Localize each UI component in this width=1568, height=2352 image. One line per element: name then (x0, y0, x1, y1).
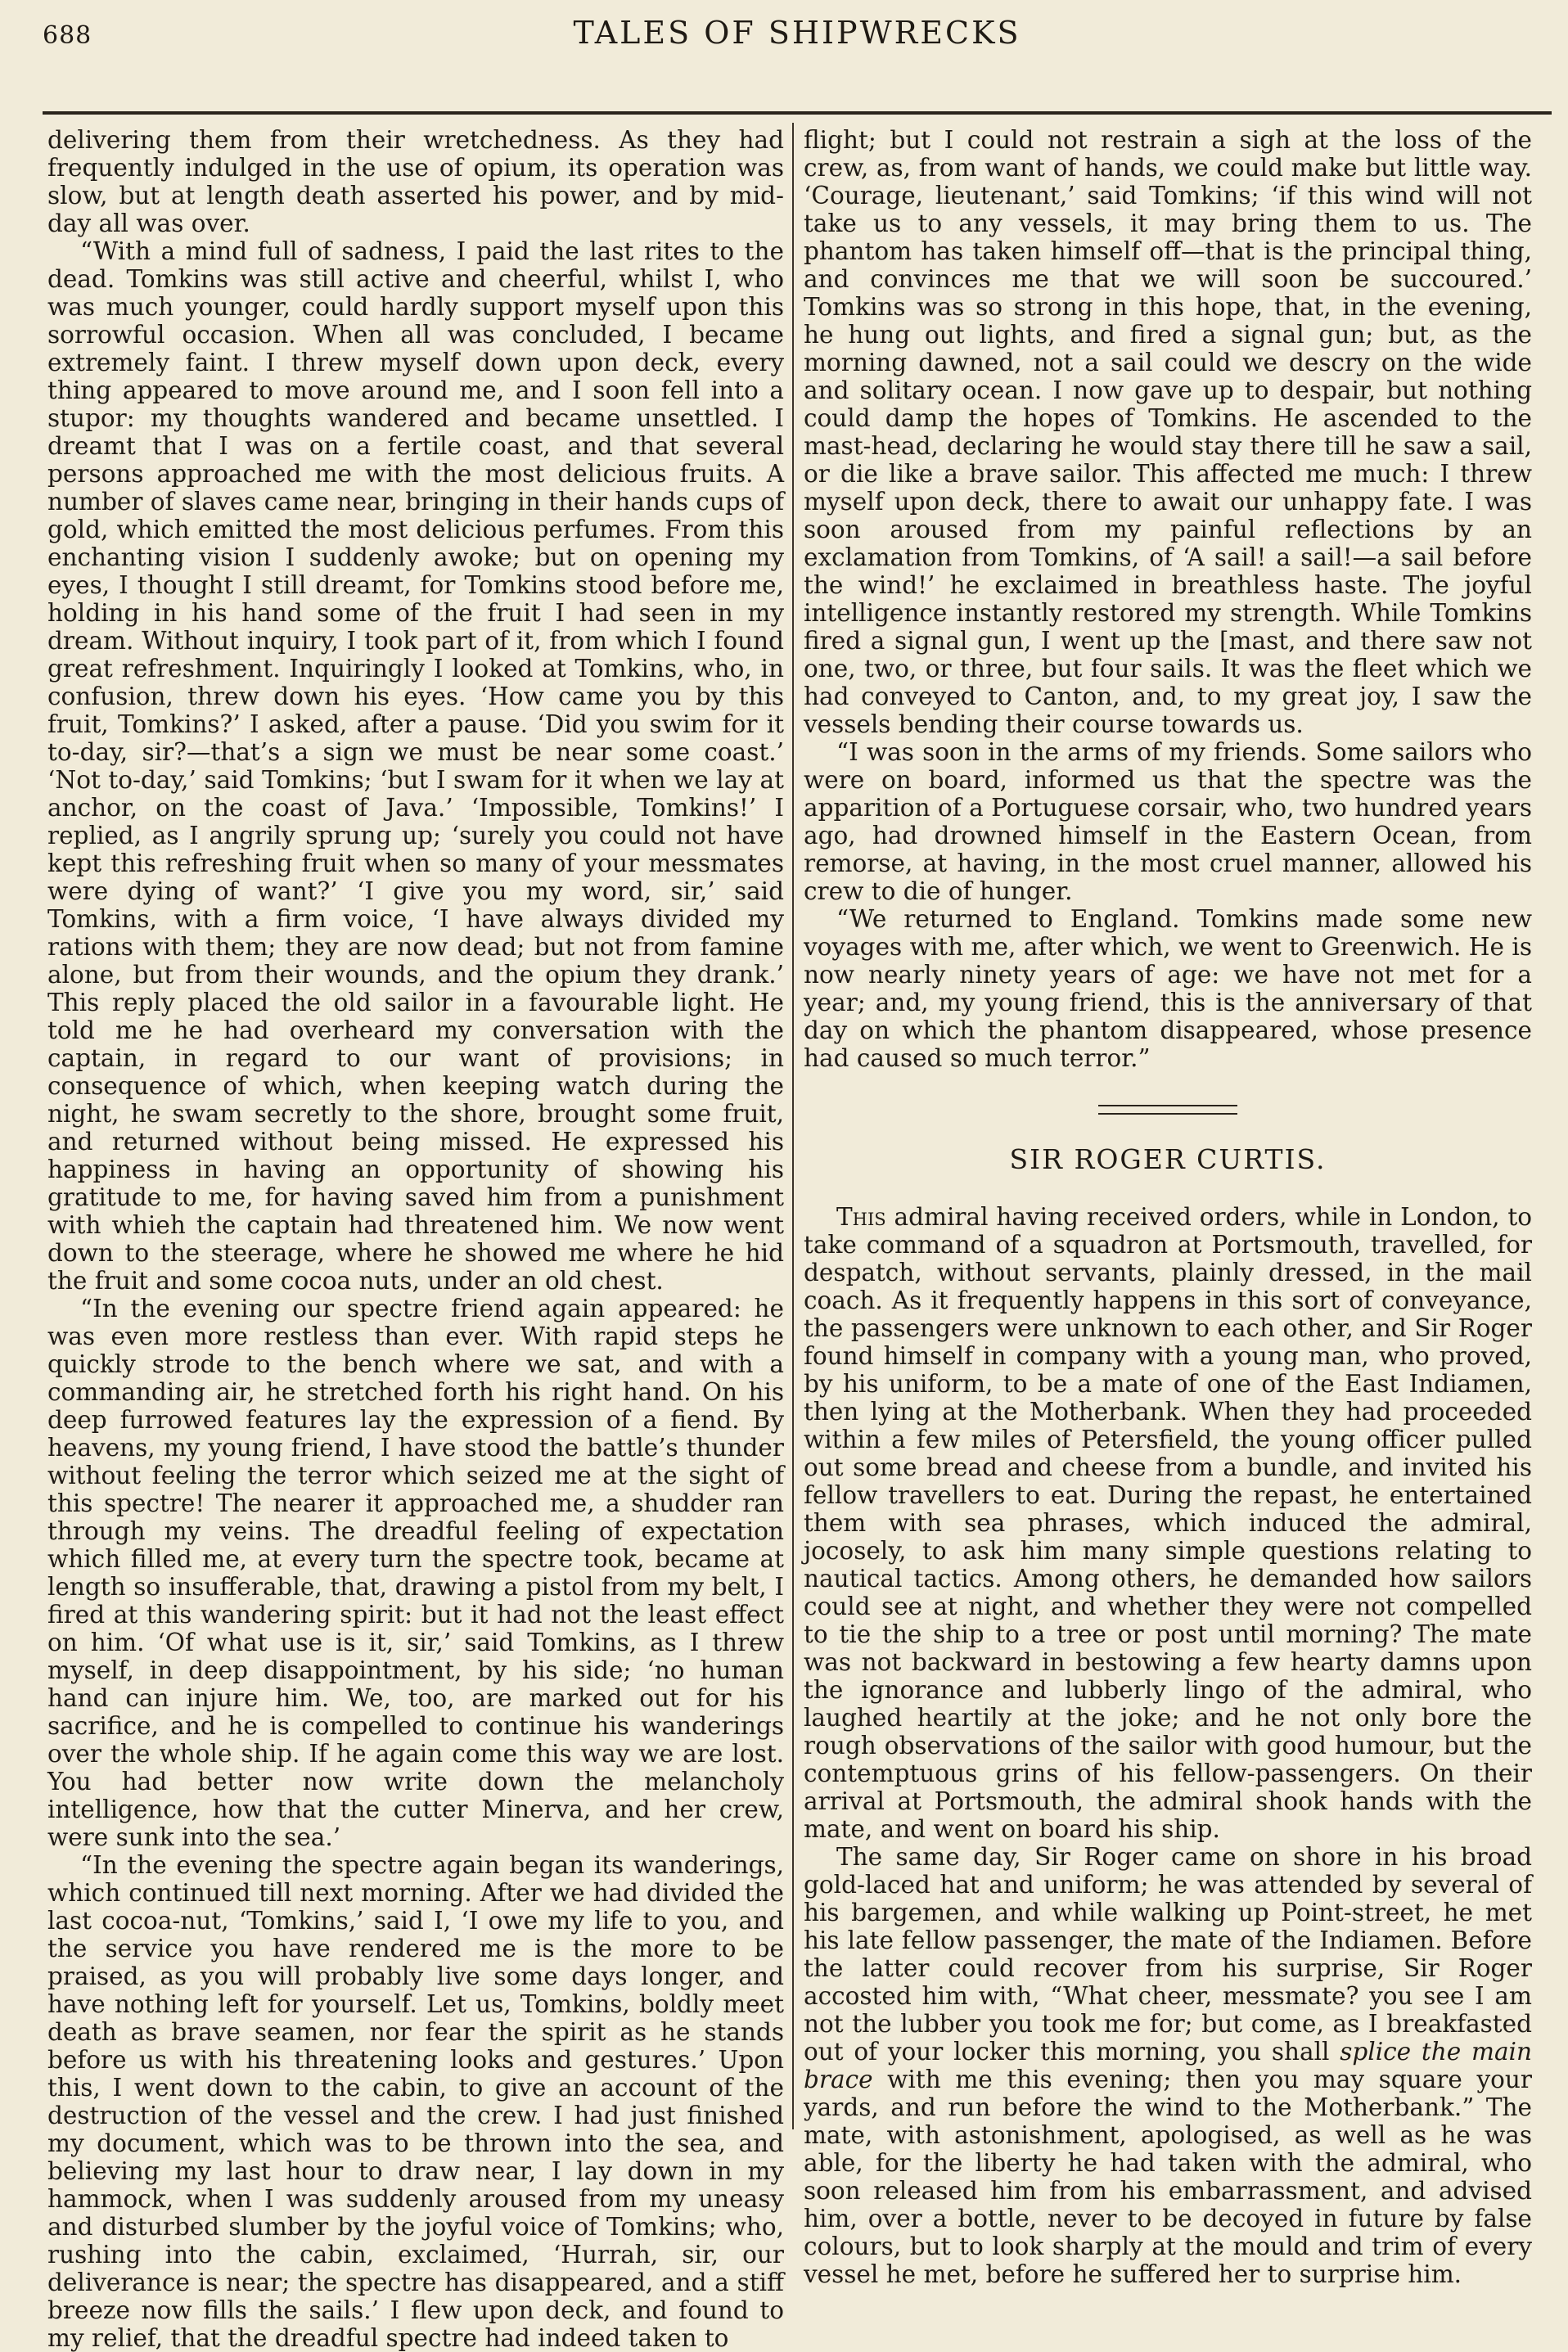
section-paragraph-2-italic: splice the main brace (804, 2038, 1532, 2093)
section-paragraph-2-text-b: with me this evening; then you may square your yards, and run before the wind to the Motherbank.” The mate, with astonishment, apologised, as well as he was able, for the liberty he had taken with the admiral, who soon released him from his embarrassment, and advised him, over a bottle, never to be decoyed in future by false colours, but to look sharply at the mould and trim of every vessel he met, before he suffered her to surprise him. (804, 2066, 1532, 2288)
section-paragraph-2 (804, 1843, 1532, 2288)
running-title: TALES OF SHIPWRECKS (573, 15, 1021, 51)
left-paragraph-1: delivering them from their wretchedness. As they had frequently indulged in the use of opium, its operation was slow, but at length death asserted his power, and by mid-day all was over. (47, 126, 784, 237)
right-paragraph-3: “We returned to England. Tomkins made some new voyages with me, after which, we went to Greenwich. He is now nearly ninety years of age: we have not met for a year; and, my young friend, this is the anniversary of that day on which the phantom disappeared, whose presence had caused so much terror.” (804, 905, 1532, 1072)
section-paragraph-1-text: admiral having received orders, while in London, to take command of a squadron at Portsmouth, travelled, for despatch, without servants, plainly dressed, in the mail coach. As it frequently happens in this sort of conveyance, the passengers were unknown to each other, and Sir Roger found himself in company with a young man, who proved, by his uniform, to be a mate of one of the East Indiamen, then lying at the Motherbank. When they had proceeded within a few miles of Petersfield, the young officer pulled out some bread and cheese from a bundle, and invited his fellow travellers to eat. During the repast, he entertained them with sea phrases, which induced the admiral, jocosely, to ask him many simple questions relating to nautical tactics. Among others, he demanded how sailors could see at night, and whether they were not compelled to tie the ship to a tree or post until morning? The mate was not backward in bestowing a few hearty damns upon the ignorance and lubberly lingo of the admiral, who laughed heartily at the joke; and he not only bore the rough observations of the sailor with good humour, but the contemptuous grins of his fellow-passengers. On their arrival at Portsmouth, the admiral shook hands with the mate, and went on board his ship. (804, 1203, 1532, 1843)
section-first-word: This (836, 1203, 886, 1231)
left-paragraph-2: “With a mind full of sadness, I paid the last rites to the dead. Tomkins was still active and cheerful, whilst I, who was much younger, could hardly support myself upon this sorrowful occasion. When all was concluded, I became extremely faint. I threw myself down upon deck, every thing appeared to move around me, and I soon fell into a stupor: my thoughts wandered and became unsettled. I dreamt that I was on a fertile coast, and that several persons approached me with the most delicious fruits. A number of slaves came near, bringing in their hands cups of gold, which emitted the most delicious perfumes. From this enchanting vision I suddenly awoke; but on opening my eyes, I thought I still dreamt, for Tomkins stood before me, holding in his hand some of the fruit I had seen in my dream. Without inquiry, I took part of it, from which I found great refreshment. Inquiringly I looked at Tomkins, who, in confusion, threw down his eyes. ‘How came you by this fruit, Tomkins?’ I asked, after a pause. ‘Did you swim for it to-day, sir?—that’s a sign we must be near some coast.’ ‘Not to-day,’ said Tomkins; ‘but I swam for it when we lay at anchor, on the coast of Java.’ ‘Impossible, Tomkins!’ I replied, as I angrily sprung up; ‘surely you could not have kept this refreshing fruit when so many of your messmates were dying of want?’ ‘I give you my word, sir,’ said Tomkins, with a firm voice, ‘I have always divided my rations with them; they are now dead; but not from famine alone, but from their wounds, and the opium they drank.’ This reply placed the old sailor in a favourable light. He told me he had overheard my conversation with the captain, in regard to our want of provisions; in consequence of which, when keeping watch during the night, he swam secretly to the shore, brought some fruit, and returned without being missed. He expressed his happiness in having an opportunity of showing his gratitude to me, for having saved him from a punishment with whieh the captain had threatened him. We now went down to the steerage, where he showed me where he hid the fruit and some cocoa nuts, under an old chest. (47, 237, 784, 1295)
section-paragraph-1 (804, 1203, 1532, 1843)
left-paragraph-4: “In the evening the spectre again began its wanderings, which continued till next morning. After we had divided the last cocoa-nut, ‘Tomkins,’ said I, ‘I owe my life to you, and the service you have rendered me is the more to be praised, as you will probably live some days longer, and have nothing left for yourself. Let us, Tomkins, boldly meet death as brave seamen, nor fear the spirit as he stands before us with his threatening looks and gestures.’ Upon this, I went down to the cabin, to give an account of the destruction of the vessel and the crew. I had just finished my document, which was to be thrown into the sea, and believing my last hour to draw near, I lay down in my hammock, when I was suddenly aroused from my uneasy and disturbed slumber by the joyful voice of Tomkins; who, rushing into the cabin, exclaimed, ‘Hurrah, sir, our deliverance is near; the spectre has disappeared, and a stiff breeze now fills the sails.’ I flew upon deck, and found to my relief, that the dreadful spectre had indeed taken to (47, 1851, 784, 2352)
right-column (804, 126, 1532, 2288)
page-header (43, 11, 1552, 77)
right-paragraph-1: flight; but I could not restrain a sigh at the loss of the crew, as, from want of hands, we could make but little way. ‘Courage, lieutenant,’ said Tomkins; ‘if this wind will not take us to any vessels, it may bring them to us. The phantom has taken himself off—that is the principal thing, and convinces me that we will soon be succoured.’ Tomkins was so strong in this hope, that, in the evening, he hung out lights, and fired a signal gun; but, as the morning dawned, not a sail could we descry on the wide and solitary ocean. I now gave up to despair, but nothing could damp the hopes of Tomkins. He ascended to the mast-head, declaring he would stay there till he saw a sail, or die like a brave sailor. This affected me much: I threw myself upon deck, there to await our unhappy fate. I was soon aroused from my painful reflections by an exclamation from Tomkins, of ‘A sail! a sail!—a sail before the wind!’ he exclaimed in breathless haste. The joyful intelligence instantly restored my strength. While Tomkins fired a signal gun, I went up the [mast, and there saw not one, two, or three, but four sails. It was the fleet which we had conveyed to Canton, and, to my great joy, I saw the vessels bending their course towards us. (804, 126, 1532, 738)
section-paragraph-2-text-a: The same day, Sir Roger came on shore in his broad gold-laced hat and uniform; he was attended by several of his bargemen, and while walking up Point-street, he met his late fellow passenger, the mate of the Indiamen. Before the latter could recover from his surprise, Sir Roger accosted him with, “What cheer, messmate? you see I am not the lubber you took me for; but come, as I breakfasted out of your locker this morning, you shall (804, 1843, 1532, 2066)
left-column (47, 126, 784, 2352)
column-divider (792, 123, 794, 2129)
page-number: 688 (43, 21, 92, 50)
section-separator (1098, 1105, 1237, 1115)
section-title: SIR ROGER CURTIS. (1009, 1143, 1327, 1175)
header-rule (43, 111, 1552, 115)
right-paragraph-2: “I was soon in the arms of my friends. Some sailors who were on board, informed us that the spectre was the apparition of a Portuguese corsair, who, two hundred years ago, had drowned himself in the Eastern Ocean, from remorse, at having, in the most cruel manner, allowed his crew to die of hunger. (804, 738, 1532, 905)
left-paragraph-3: “In the evening our spectre friend again appeared: he was even more restless than ever. With rapid steps he quickly strode to the bench where we sat, and with a commanding air, he stretched forth his right hand. On his deep furrowed features lay the expression of a fiend. By heavens, my young friend, I have stood the battle’s thunder without feeling the terror which seized me at the sight of this spectre! The nearer it approached me, a shudder ran through my veins. The dreadful feeling of expectation which filled me, at every turn the spectre took, became at length so insufferable, that, drawing a pistol from my belt, I fired at this wandering spirit: but it had not the least effect on him. ‘Of what use is it, sir,’ said Tomkins, as I threw myself, in deep disappointment, by his side; ‘no human hand can injure him. We, too, are marked out for his sacrifice, and he is compelled to continue his wanderings over the whole ship. If he again come this way we are lost. You had better now write down the melancholy intelligence, how that the cutter Minerva, and her crew, were sunk into the sea.’ (47, 1295, 784, 1851)
